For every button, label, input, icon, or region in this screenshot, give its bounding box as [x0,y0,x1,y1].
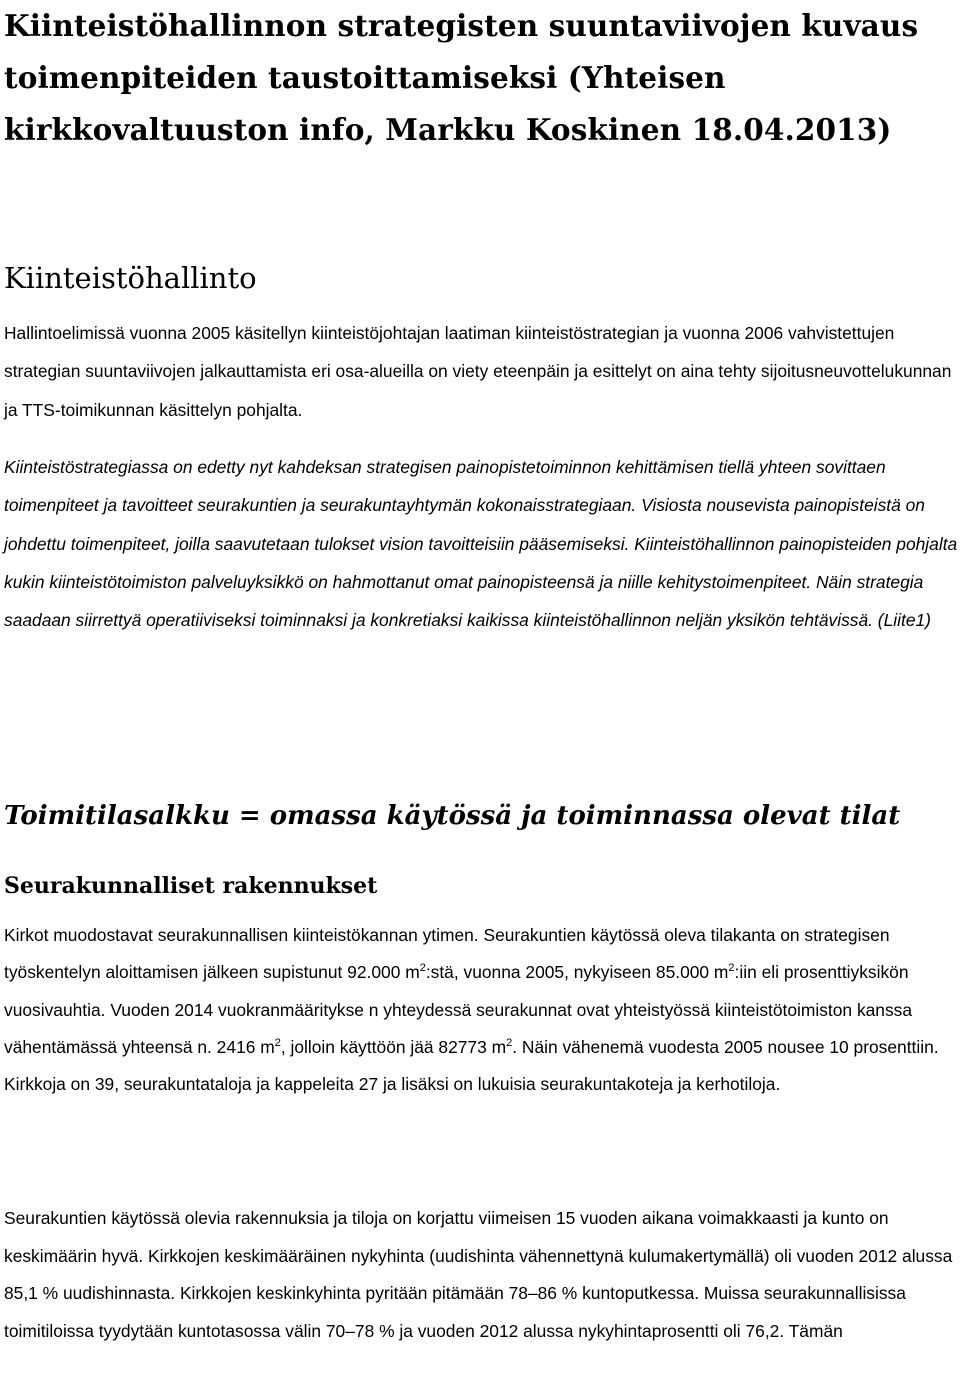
text-segment: Kirkot muodostavat seurakunnallisen kiinteistökannan ytimen. Seurakuntien käytössä oleva tilakanta on strategisen työskentelyn aloittamisen jälkeen supistunut 92.000 m [4,925,890,983]
section-heading-kiinteistohallinto: Kiinteistöhallinto [4,261,257,295]
paragraph-buildings [4,917,960,1103]
paragraph-intro: Hallintoelimissä vuonna 2005 käsitellyn kiinteistöjohtajan laatiman kiinteistöstrategian ja vuonna 2006 vahvistettujen strategian suuntaviivojen jalkauttamista eri osa-alueilla on viety eteenpäin ja esittelyt on aina tehty sijoitusneuvottelukunnan ja TTS-toimikunnan käsittelyn pohjalta. [4,323,952,420]
superscript-2: 2 [506,1036,513,1049]
document-title: Kiinteistöhallinnon strategisten suuntaviivojen kuvaus toimenpiteiden taustoittamiseksi (Yhteisen kirkkovaltuuston info, Markku Koskinen 18.04.2013) [4,8,919,147]
paragraph-strategy: Kiinteistöstrategiassa on edetty nyt kahdeksan strategisen painopistetoiminnon kehittämisen tiellä yhteen sovittaen toimenpiteet ja tavoitteet seurakuntien ja seurakuntayhtymän kokonaisstrategiaan. Visiosta nousevista painopisteistä on johdettu toimenpiteet, joilla saavutetaan tulokset vision tavoitteisiin pääsemiseksi. Kiinteistöhallinnon painopisteiden pohjalta kukin kiinteistötoimiston palveluyksikkö on hahmottanut omat painopisteensä ja niille kehitystoimenpiteet. Näin strategia saadaan siirrettyä operatiiviseksi toiminnaksi ja konkretiaksi kaikissa kiinteistöhallinnon neljän yksikön tehtävissä. (Liite1) [4,457,958,631]
text-segment: :stä, vuonna 2005, nykyiseen 85.000 m [425,962,729,983]
text-segment: . Näin vähenemä vuodesta 2005 nousee 10 prosenttiin. Kirkkoja on 39, seurakuntataloja ja kappeleita 27 ja lisäksi on lukuisia seurakuntakoteja ja kerhotiloja. [4,1036,939,1095]
superscript-2: 2 [728,962,735,975]
subheading-seurakunnalliset-rakennukset: Seurakunnalliset rakennukset [4,873,378,899]
document-page [4,0,958,1341]
superscript-2: 2 [419,962,426,975]
text-segment: , jolloin käyttöön jää 82773 m [280,1036,507,1057]
text-segment: :iin eli prosenttiyksikön vuosivauhtia. Vuoden 2014 vuokranmääritykse n yhteydessä seurakunnat ovat yhteistyössä kiinteistötoimiston kanssa vähentämässä yhteensä n. 2416 m [4,962,913,1057]
superscript-2: 2 [274,1036,281,1049]
paragraph-condition: Seurakuntien käytössä olevia rakennuksia ja tiloja on korjattu viimeisen 15 vuoden aikana voimakkaasti ja kunto on keskimäärin hyvä. Kirkkojen keskimääräinen nykyhinta (uudishinta vähennettynä kulumakertymällä) oli vuoden 2012 alussa 85,1 % uudishinnasta. Kirkkojen keskinkyhinta pyritään pitämään 78–86 % kuntoputkessa. Muissa seurakunnallisissa toimitiloissa tyydytään kuntotasossa välin 70–78 % ja vuoden 2012 alussa nykyhintaprosentti oli 76,2. Tämän [4,1208,953,1341]
section-heading-toimitilasalkku: Toimitilasalkku = omassa käytössä ja toiminnassa olevat tilat [4,801,901,831]
